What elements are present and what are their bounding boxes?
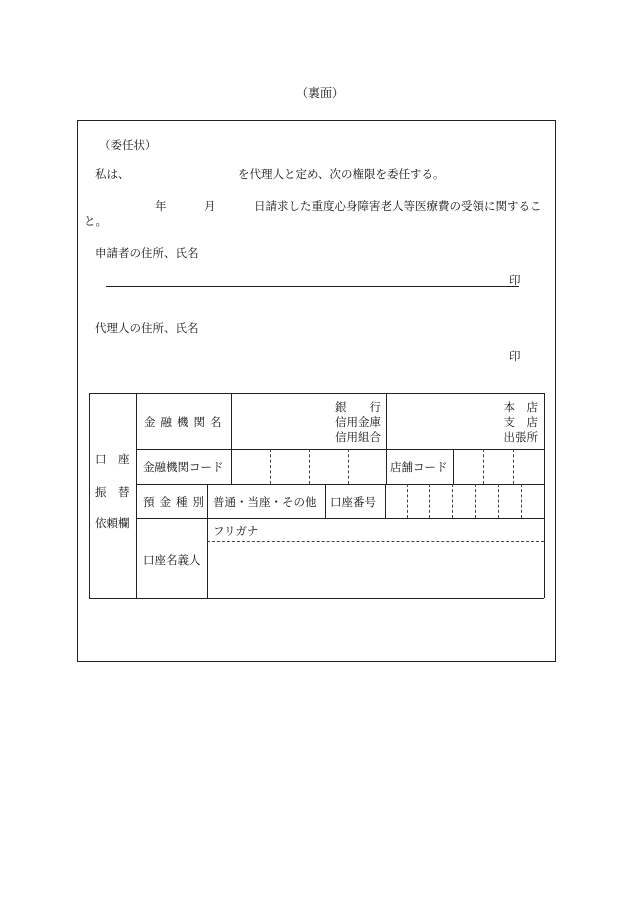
date-year-label: 年 <box>155 199 167 213</box>
r2-branch-box-2 <box>513 449 514 484</box>
r1-label-divider <box>231 393 232 449</box>
r3-acct-label-divider <box>385 484 386 518</box>
date-request-text-wrap: と。 <box>84 214 107 228</box>
r3-acct-box-3 <box>452 484 453 518</box>
agent-label: 代理人の住所、氏名 <box>95 321 199 335</box>
r3-acct-box-6 <box>521 484 522 518</box>
furigana-label: フリガナ <box>213 524 259 538</box>
institution-name-label: 金融機関名 <box>144 415 227 429</box>
r2-code-box-3 <box>348 449 349 484</box>
row-divider-3 <box>136 518 544 519</box>
r2-branch-box-1 <box>483 449 484 484</box>
r3-acct-box-4 <box>475 484 476 518</box>
table-border-right <box>544 393 545 598</box>
table-border-top <box>89 393 544 394</box>
bank-type-bank: 銀 行 <box>335 400 381 414</box>
applicant-signature-line <box>106 286 519 287</box>
r1-bank-branch-divider <box>386 393 387 449</box>
delegator-prefix: 私は、 <box>95 167 130 181</box>
r2-code-box-1 <box>270 449 271 484</box>
account-holder-label: 口座名義人 <box>143 553 201 567</box>
row-divider-2 <box>136 484 544 485</box>
institution-code-label: 金融機関コード <box>143 460 224 474</box>
bank-type-shinkin: 信用金庫 <box>335 415 381 429</box>
deposit-type-label: 預金種別 <box>143 495 209 509</box>
applicant-label: 申請者の住所、氏名 <box>95 246 199 260</box>
side-label-transfer: 振 替 <box>95 485 130 499</box>
table-border-bottom <box>89 598 544 599</box>
bank-type-kumiai: 信用組合 <box>335 430 381 444</box>
branch-type-office: 出張所 <box>503 430 538 444</box>
r2-code-box-2 <box>309 449 310 484</box>
account-number-label: 口座番号 <box>330 495 376 509</box>
side-column-divider <box>136 393 137 598</box>
date-request-text: 日請求した重度心身障害老人等医療費の受領に関するこ <box>254 199 542 213</box>
deposit-type-options: 普通・当座・その他 <box>213 495 317 509</box>
side-label-request: 依頼欄 <box>95 516 130 530</box>
r3-acct-box-5 <box>498 484 499 518</box>
r3-options-divider <box>325 484 326 518</box>
applicant-seal-mark: 印 <box>509 273 521 287</box>
r2-middle-divider <box>386 449 387 484</box>
table-border-left <box>89 393 90 598</box>
side-label-account: 口 座 <box>95 452 130 466</box>
branch-type-head: 本 店 <box>503 400 538 414</box>
branch-code-label: 店舗コード <box>390 460 448 474</box>
branch-type-branch: 支 店 <box>503 415 538 429</box>
agent-seal-mark: 印 <box>509 349 521 363</box>
r2-label-divider <box>231 449 232 484</box>
delegation-statement: を代理人と定め、次の権限を委任する。 <box>238 167 445 181</box>
furigana-divider <box>207 541 544 542</box>
date-month-label: 月 <box>204 199 216 213</box>
letter-title: （委任状） <box>99 138 157 152</box>
r2-branch-label-divider <box>453 449 454 484</box>
r3-acct-box-1 <box>407 484 408 518</box>
page-side-label: （裏面） <box>296 86 345 100</box>
r4-label-divider <box>207 518 208 598</box>
r3-acct-box-2 <box>429 484 430 518</box>
